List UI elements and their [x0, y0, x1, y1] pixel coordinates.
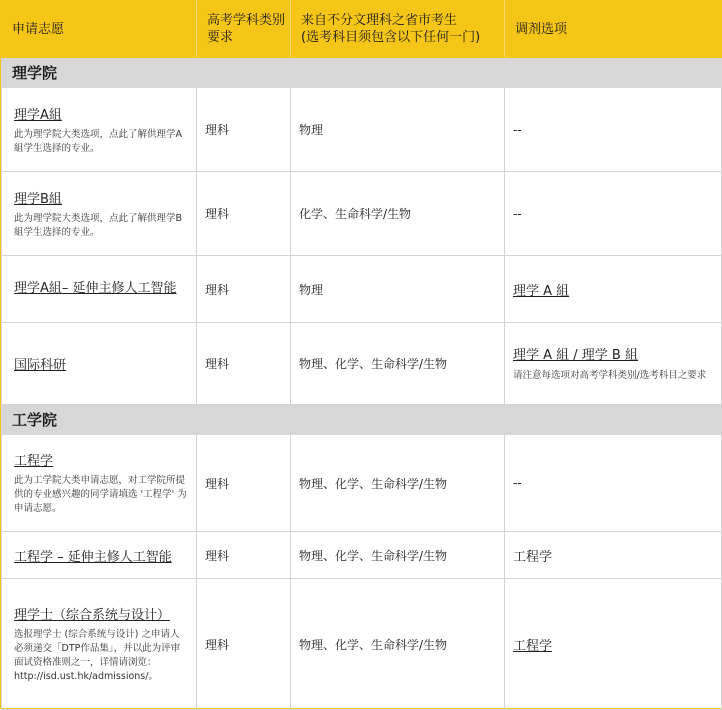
option-cell	[505, 256, 722, 323]
category-cell: 理科	[197, 256, 291, 323]
admission-table	[1, 0, 722, 710]
major-cell	[2, 532, 197, 579]
header-subjects-line2: (选考科目须包含以下任何一门)	[301, 30, 481, 45]
major-cell	[2, 88, 197, 172]
major-link[interactable]: 理学士（综合系统与设计）	[14, 608, 171, 623]
table-row	[2, 256, 722, 323]
section-title: 工学院	[2, 405, 722, 435]
major-link[interactable]: 国际科研	[14, 358, 67, 373]
major-cell	[2, 579, 197, 710]
major-cell	[2, 256, 197, 323]
section-row-science	[2, 58, 722, 88]
major-note: 此为理学院大类选项，点此了解供理学A組学生选择的专业。	[14, 128, 182, 154]
table-row	[2, 172, 722, 256]
table-row	[2, 532, 722, 579]
major-link[interactable]: 理学B組	[14, 191, 62, 207]
major-link[interactable]: 工程学	[14, 454, 54, 469]
major-cell	[2, 435, 197, 532]
category-cell: 理科	[197, 172, 291, 256]
category-cell: 理科	[197, 579, 291, 710]
major-note: 选报理学士 (综合系统与设计) 之申请人必须递交「DTP作品集」，并以此为评审面试资格准则之一，详情请浏览：http://isd.ust.hk/admissions/。	[14, 629, 181, 682]
subjects-cell: 物理	[291, 256, 505, 323]
table-row	[2, 579, 722, 710]
major-note: 此为理学院大类选项，点此了解供理学B組学生选择的专业。	[14, 212, 183, 238]
category-cell: 理科	[197, 323, 291, 405]
category-cell: 理科	[197, 435, 291, 532]
major-link[interactable]: 理学A組– 延伸主修人工智能	[14, 281, 177, 296]
header-category: 高考学科类别要求	[197, 1, 291, 58]
subjects-cell: 化学、生命科学/生物	[291, 172, 505, 256]
table-row	[2, 323, 722, 405]
major-link[interactable]: 理学A組	[14, 107, 62, 123]
major-cell	[2, 323, 197, 405]
subjects-cell: 物理、化学、生命科学/生物	[291, 435, 505, 532]
option-cell: --	[505, 172, 722, 256]
major-cell	[2, 172, 197, 256]
table-row	[2, 435, 722, 532]
category-cell: 理科	[197, 88, 291, 172]
option-link[interactable]: 理学 A 組	[513, 283, 570, 299]
option-cell: --	[505, 88, 722, 172]
section-row-engineering	[2, 405, 722, 435]
header-subjects-line1: 来自不分文理科之省市考生	[301, 13, 458, 28]
subjects-cell: 物理、化学、生命科学/生物	[291, 532, 505, 579]
option-link[interactable]: 理学 A 組 / 理学 B 組	[513, 347, 638, 363]
subjects-cell: 物理、化学、生命科学/生物	[291, 579, 505, 710]
header-option: 调剂选项	[505, 1, 722, 58]
subjects-cell: 物理	[291, 88, 505, 172]
major-link[interactable]: 工程学 – 延伸主修人工智能	[14, 549, 172, 565]
option-cell	[505, 579, 722, 710]
header-subjects	[291, 1, 505, 58]
option-note: 请注意每选项对高考学科类别/选考科目之要求	[513, 369, 707, 381]
header-major: 申请志愿	[2, 1, 197, 58]
table-header-row	[2, 1, 722, 58]
option-cell: 工程学	[505, 532, 722, 579]
major-note: 此为工学院大类申请志愿，对工学院所提供的专业感兴趣的同学请填选 '工程学' 为申请志愿。	[14, 475, 187, 514]
subjects-cell: 物理、化学、生命科学/生物	[291, 323, 505, 405]
option-cell	[505, 323, 722, 405]
option-link[interactable]: 工程学	[513, 638, 553, 654]
section-title: 理学院	[2, 58, 722, 88]
category-cell: 理科	[197, 532, 291, 579]
option-cell: --	[505, 435, 722, 532]
table-row	[2, 88, 722, 172]
